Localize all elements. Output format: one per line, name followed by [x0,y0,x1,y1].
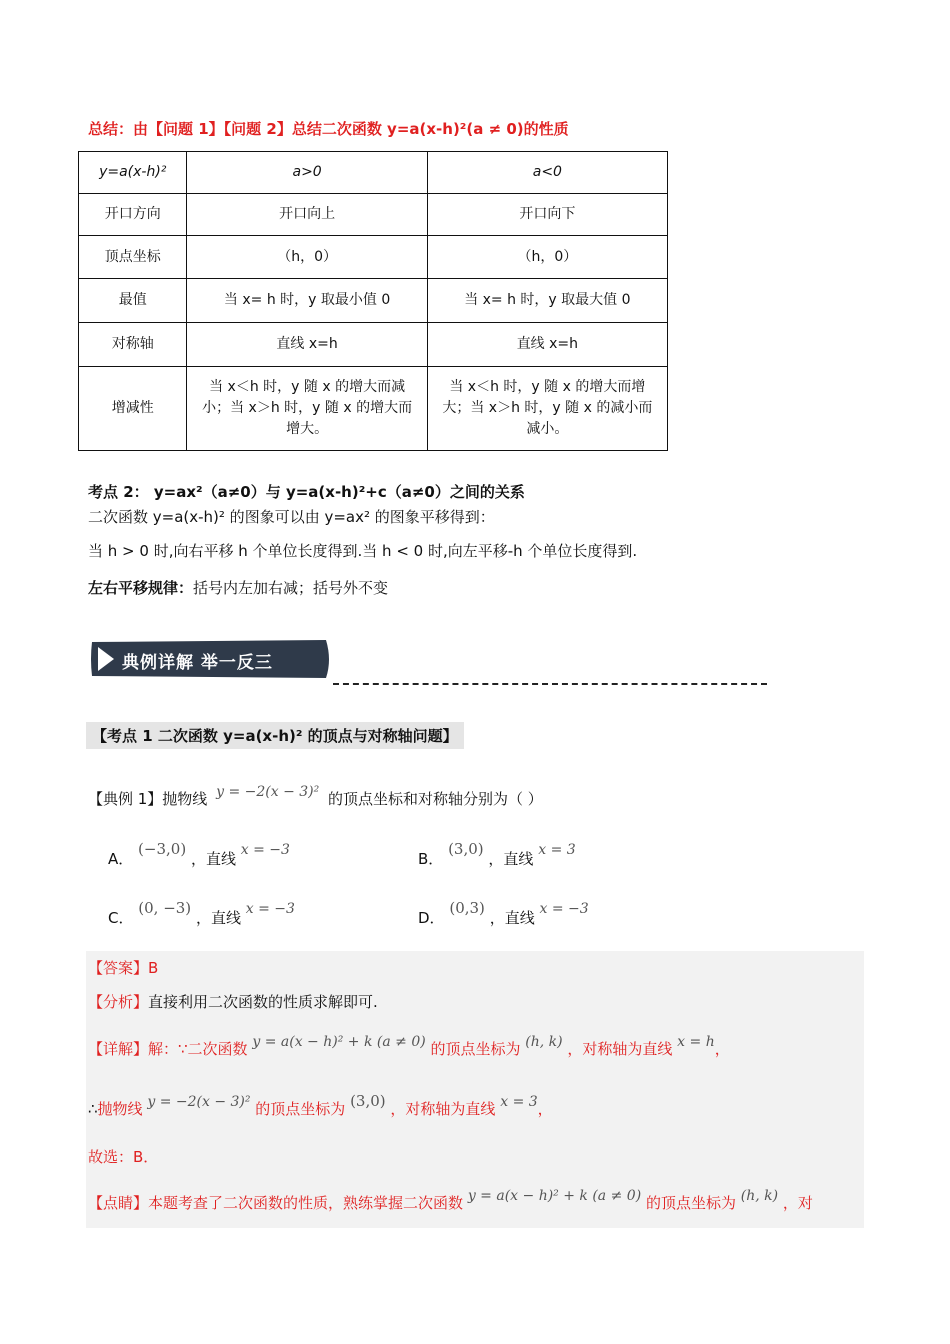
therefore-text2: 的顶点坐标为 [255,1100,346,1118]
table-cell: 增减性 [79,367,187,451]
option-letter: B． [418,850,444,868]
analysis-text: 直接利用二次函数的性质求解即可. [148,993,378,1011]
kaodian2-line1: 二次函数 y=a(x-h)² 的图象可以由 y=ax² 的图象平移得到： [88,508,495,526]
therefore-line-eq: x = 3 [500,1094,538,1110]
table-cell: 当 x＜h 时，y 随 x 的增大而增大；当 x＞h 时，y 随 x 的减小而减小。 [427,367,667,451]
option-letter: A． [108,850,134,868]
table-cell: 直线 x=h [427,323,667,367]
option-mid: ，直线 [488,850,534,868]
comment-text2: 的顶点坐标为 [645,1194,736,1212]
table-header-cell: a<0 [427,152,667,194]
table-row [79,367,668,451]
example1-formula: y = −2(x − 3)² [216,784,320,800]
properties-table [78,151,668,451]
answer-value: B [148,959,159,977]
shift-rule-text: 括号内左加右减；括号外不变 [193,579,389,597]
table-cell: 当 x= h 时，y 取最大值 0 [427,279,667,323]
table-header-cell: y=a(x-h)² [79,152,187,194]
table-cell: 最值 [79,279,187,323]
detail-line-eq: x = h [677,1034,715,1050]
example1-prefix: 【典例 1】抛物线 [88,790,208,808]
comment-point: (h, k) [740,1188,779,1204]
summary-title: 总结：由【问题 1】【问题 2】总结二次函数 y=a(x-h)²(a ≠ 0)的性质 [88,120,569,138]
option-line: x = −3 [245,901,295,917]
comment-formula: y = a(x − h)² + k (a ≠ 0) [467,1188,642,1204]
option-d[interactable] [418,897,589,927]
table-row [79,236,668,279]
table-cell: 当 x＜h 时，y 随 x 的增大而减小；当 x＞h 时，y 随 x 的增大而增大。 [187,367,427,451]
option-b[interactable] [418,838,576,868]
option-letter: D． [418,909,445,927]
table-header-row [79,152,668,194]
therefore-text3: ，对称轴为直线 [390,1100,496,1118]
shift-rule-label: 左右平移规律： [88,579,194,597]
detail-text1: 解：∵二次函数 [148,1040,248,1058]
table-cell: 顶点坐标 [79,236,187,279]
therefore-point: (3,0) [350,1092,386,1110]
option-c[interactable] [108,897,295,927]
comment-text3: ，对 [782,1194,813,1212]
option-point: (0, −3) [138,899,192,917]
kaodian2-title: 考点 2： y=ax²（a≠0）与 y=a(x-h)²+c（a≠0）之间的关系 [88,483,525,501]
table-row [79,279,668,323]
table-cell: 直线 x=h [187,323,427,367]
section-title: 【考点 1 二次函数 y=a(x-h)² 的顶点与对称轴问题】 [86,722,464,749]
therefore-formula: y = −2(x − 3)² [147,1094,251,1110]
table-header-cell: a>0 [187,152,427,194]
option-mid: ，直线 [195,909,241,927]
banner-divider [333,683,767,685]
therefore-comma: ， [537,1100,553,1118]
detail-point: (h, k) [525,1034,563,1050]
table-cell: （h，0） [427,236,667,279]
detail-label: 【详解】 [88,1040,149,1058]
table-row [79,194,668,236]
detail-formula: y = a(x − h)² + k (a ≠ 0) [252,1034,426,1050]
section-banner [88,636,333,682]
option-line: x = −3 [539,901,589,917]
analysis-line [88,991,378,1012]
banner-text: 典例详解 举一反三 [122,653,273,673]
detail-line [88,1030,730,1058]
therefore-text1: 抛物线 [97,1100,143,1118]
table-row [79,323,668,367]
table-cell: 当 x= h 时，y 取最小值 0 [187,279,427,323]
detail-text2: 的顶点坐标为 [430,1040,521,1058]
table-cell: 开口向上 [187,194,427,236]
answer-line [88,957,158,978]
detail-text3: ，对称轴为直线 [567,1040,673,1058]
option-mid: ，直线 [190,850,236,868]
comment-line [88,1184,813,1212]
example1-suffix: 的顶点坐标和对称轴分别为（ ） [328,790,543,808]
comment-text1: 本题考查了二次函数的性质，熟练掌握二次函数 [148,1194,464,1212]
analysis-label: 【分析】 [88,993,149,1011]
detail-comma: ， [714,1040,730,1058]
therefore-line [88,1090,553,1118]
option-letter: C． [108,909,134,927]
option-mid: ，直线 [489,909,535,927]
comment-label: 【点睛】 [88,1194,149,1212]
table-cell: 对称轴 [79,323,187,367]
therefore-symbol: ∴ [88,1100,98,1118]
option-point: (−3,0) [138,840,187,858]
option-a[interactable] [108,838,290,868]
conclusion-line: 故选：B． [88,1148,159,1166]
option-point: (0,3) [449,899,485,917]
option-point: (3,0) [448,840,484,858]
answer-label: 【答案】 [88,959,149,977]
example1-question [88,780,543,808]
table-cell: （h，0） [187,236,427,279]
shift-rule [88,577,388,598]
option-line: x = −3 [240,842,290,858]
option-line: x = 3 [538,842,576,858]
kaodian2-line2: 当 h > 0 时,向右平移 h 个单位长度得到.当 h < 0 时,向左平移-h 个单位长度得到. [88,542,638,560]
table-cell: 开口向下 [427,194,667,236]
table-cell: 开口方向 [79,194,187,236]
